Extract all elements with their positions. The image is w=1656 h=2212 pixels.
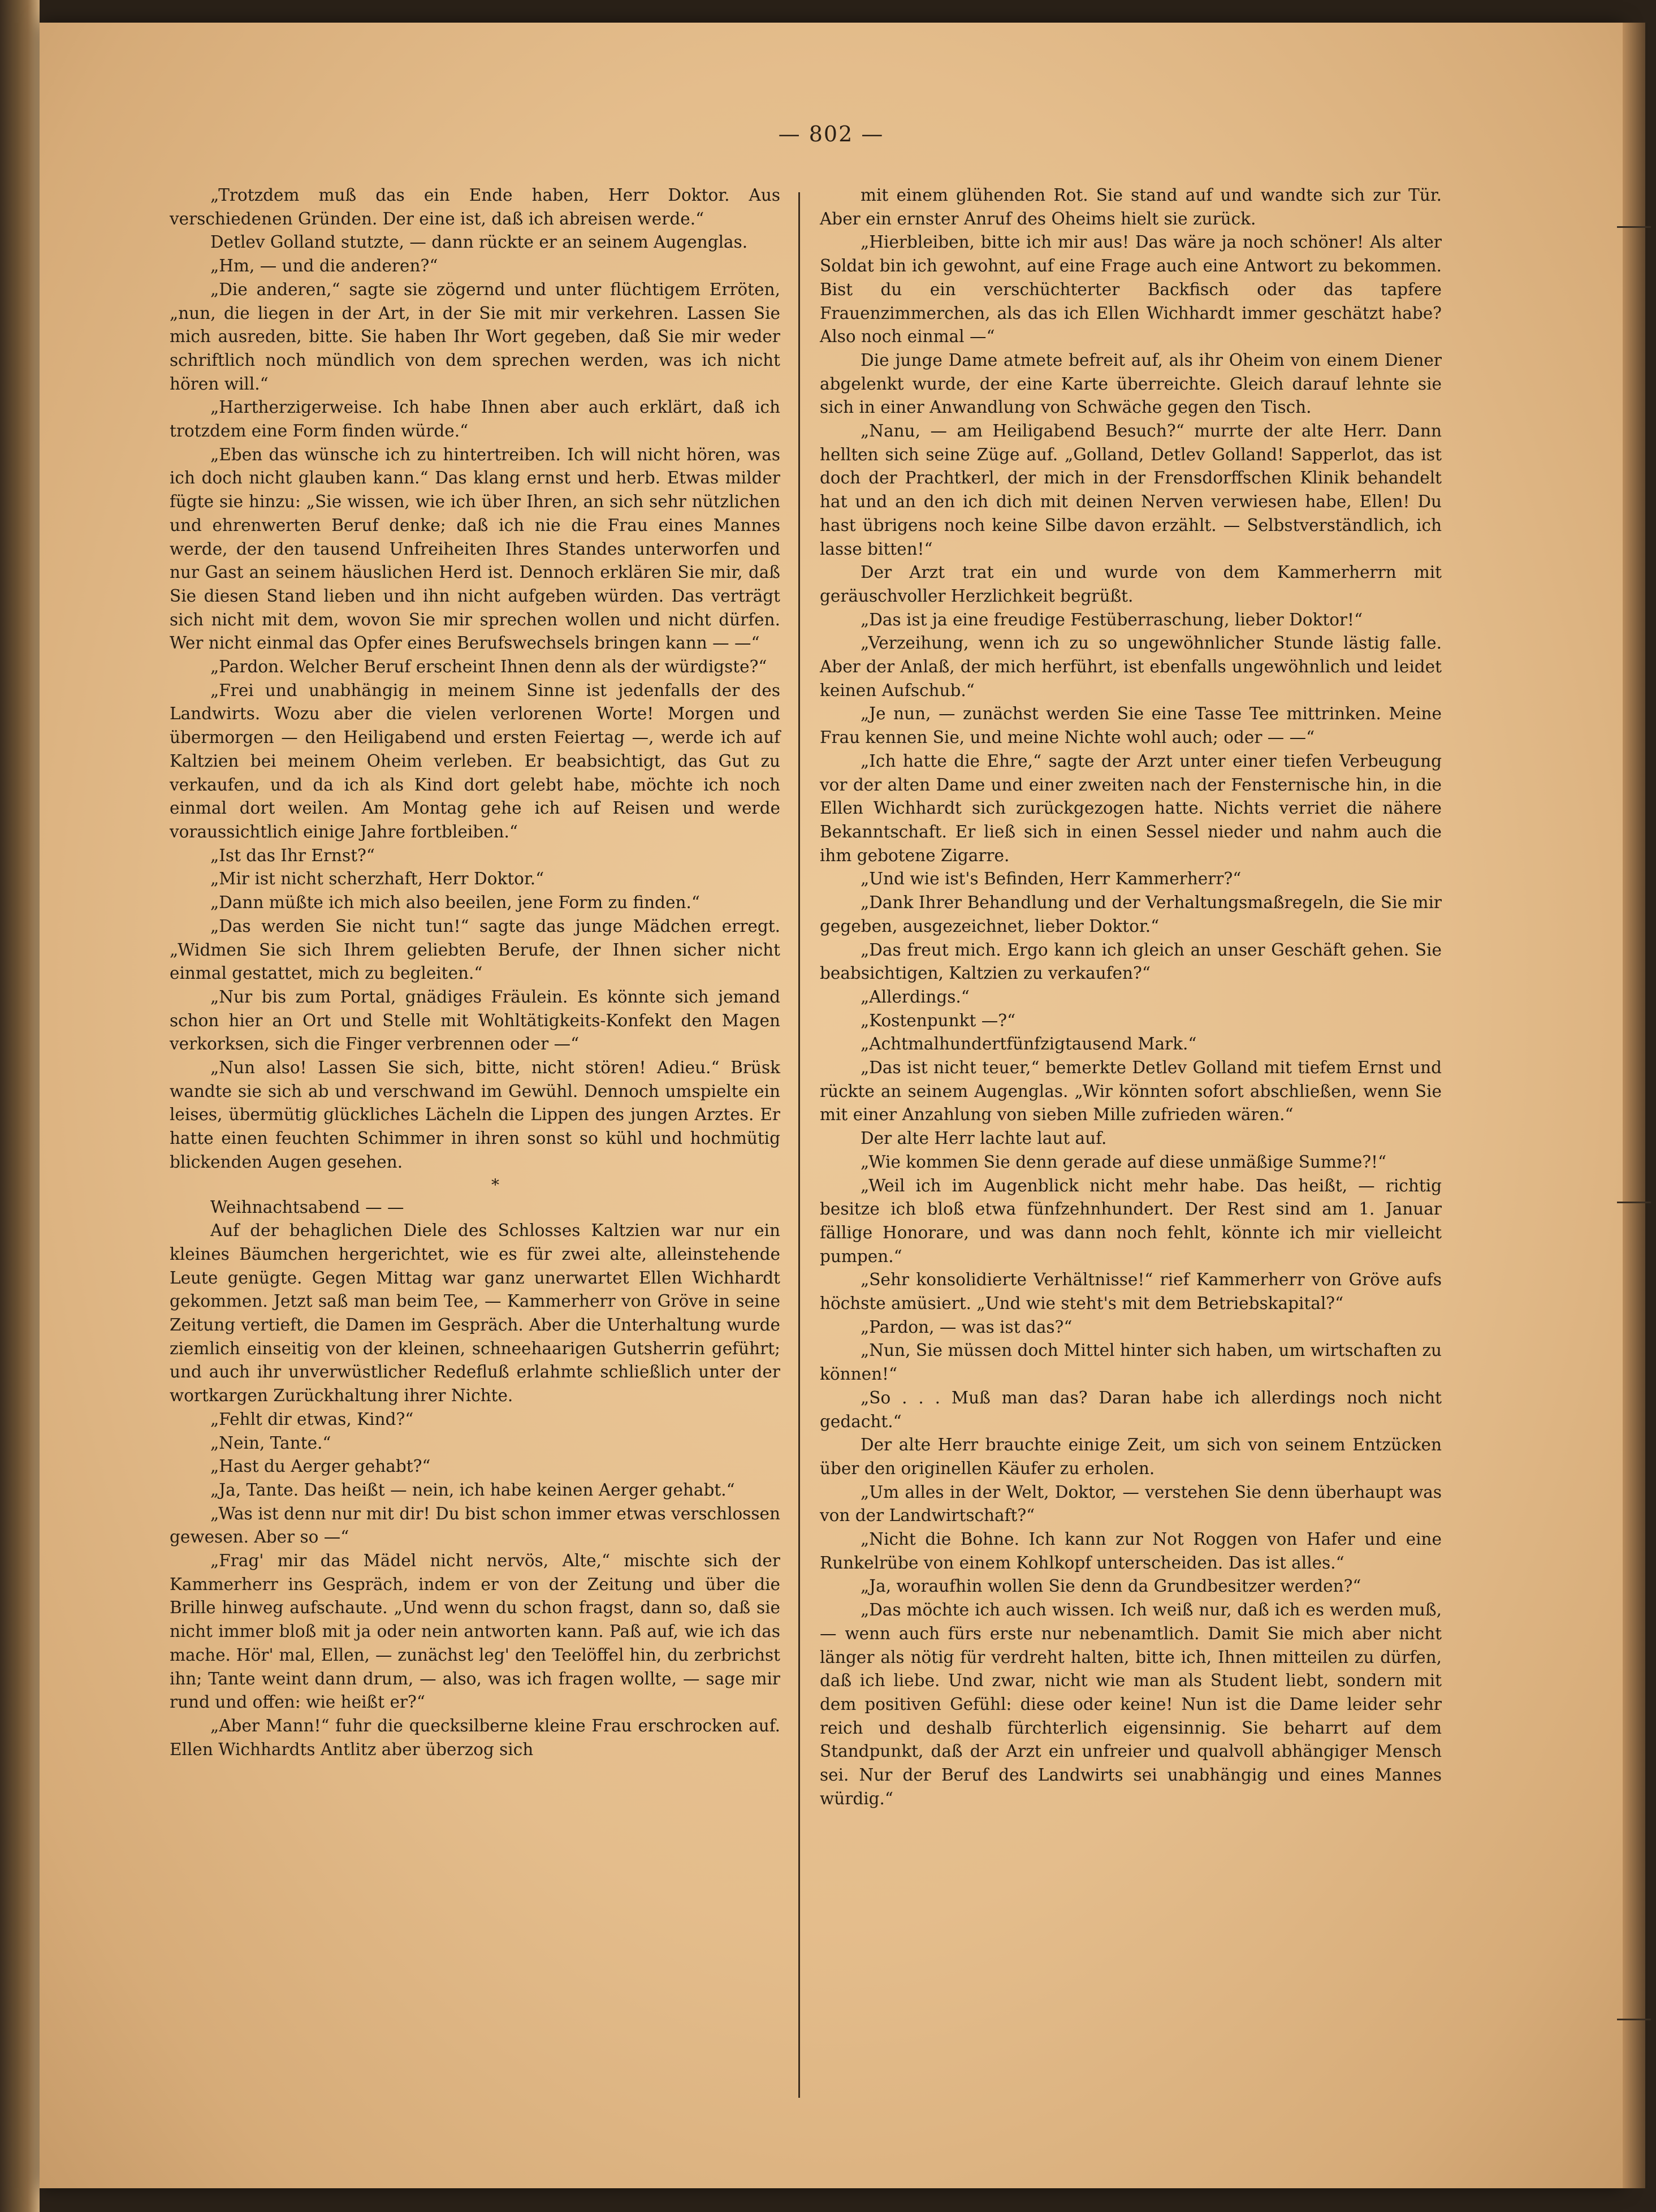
paragraph: „Nun also! Lassen Sie sich, bitte, nicht stören! Adieu.“ Brüsk wandte sie sich ab und verschwand im Gewühl. Dennoch umspielte ein leises, übermütig glückliches Lächeln die Lippen des jungen Arztes. Er hatte einen feuchten Schimmer in ihren sonst so kühl und hochmütig blickenden Augen gesehen. (170, 1058, 780, 1172)
paragraph: „Nein, Tante.“ (210, 1433, 331, 1453)
paragraph: „Pardon, — was ist das?“ (861, 1317, 1073, 1337)
paragraph: „Nicht die Bohne. Ich kann zur Not Roggen von Hafer und eine Runkelrübe von einem Kohlkopf unterscheiden. Das ist alles.“ (820, 1530, 1442, 1572)
margin-mark (1617, 2019, 1651, 2020)
column-divider (798, 192, 800, 2098)
paragraph: „Trotzdem muß das ein Ende haben, Herr Doktor. Aus verschiedenen Gründen. Der eine ist, daß ich abreisen werde.“ (170, 185, 780, 228)
paragraph: „Wie kommen Sie denn gerade auf diese unmäßige Summe?!“ (861, 1152, 1387, 1172)
paragraph: „Dann müßte ich mich also beeilen, jene Form zu finden.“ (210, 893, 700, 913)
paragraph: „So . . . Muß man das? Daran habe ich allerdings noch nicht gedacht.“ (820, 1388, 1442, 1431)
paragraph: „Verzeihung, wenn ich zu so ungewöhnlicher Stunde lästig falle. Aber der Anlaß, der mich herführt, ist ebenfalls ungewöhnlich und leidet keinen Aufschub.“ (820, 633, 1442, 700)
paragraph: „Kostenpunkt —?“ (861, 1010, 1016, 1030)
paragraph: „Je nun, — zunächst werden Sie eine Tasse Tee mittrinken. Meine Frau kennen Sie, und meine Nichte wohl auch; oder — —“ (820, 704, 1442, 748)
paragraph: „Das freut mich. Ergo kann ich gleich an unser Geschäft gehen. Sie beabsichtigen, Kaltzien zu verkaufen?“ (820, 940, 1442, 983)
paragraph: „Hierbleiben, bitte ich mir aus! Das wäre ja noch schöner! Als alter Soldat bin ich gewohnt, auf eine Frage auch eine Antwort zu bekommen. Bist du ein verschüchterter Backfisch oder das tapfere Frauenzimmerchen, als das ich Ellen Wichhardt immer geschätzt habe? Also noch einmal —“ (820, 232, 1442, 347)
paragraph: „Die anderen,“ sagte sie zögernd und unter flüchtigem Erröten, „nun, die liegen in der Art, in der Sie mit mir verkehren. Lassen Sie mich ausreden, bitte. Sie haben Ihr Wort gegeben, daß Sie mir weder schriftlich noch mündlich von dem sprechen werden, was ich nicht hören will.“ (170, 279, 780, 394)
paragraph: Auf der behaglichen Diele des Schlosses Kaltzien war nur ein kleines Bäumchen hergerichtet, wie es für zwei alte, alleinstehende Leute genügte. Gegen Mittag war ganz unerwartet Ellen Wichhardt gekommen. Jetzt saß man beim Tee, — Kammerherr von Gröve in seine Zeitung vertieft, die Damen im Gespräch. Aber die Unterhaltung wurde ziemlich einseitig von der kleinen, schneehaarigen Gutsherrin geführt; und auch ihr unverwüstlicher Redefluß erlahmte schließlich unter der wortkargen Zurückhaltung ihrer Nichte. (170, 1221, 780, 1406)
paragraph: Der alte Herr brauchte einige Zeit, um sich von seinem Entzücken über den originellen Käufer zu erholen. (820, 1435, 1442, 1478)
paragraph: „Das möchte ich auch wissen. Ich weiß nur, daß ich es werden muß, — wenn auch fürs erste nur nebenamtlich. Damit Sie mich aber nicht länger als nötig für verdreht halten, bitte ich, Ihnen mitteilen zu dürfen, daß ich liebe. Und zwar, nicht wie man als Student liebt, sondern mit dem positiven Gefühl: diese oder keine! Nun ist die Dame leider sehr reich und deshalb fürchterlich eigensinnig. Sie beharrt auf dem Standpunkt, daß der Arzt ein unfreier und qualvoll abhängiger Mensch sei. Nur der Beruf des Landwirts sei unabhängig und eines Mannes würdig.“ (820, 1600, 1442, 1808)
paragraph: „Das ist nicht teuer,“ bemerkte Detlev Golland mit tiefem Ernst und rückte an seinem Augenglas. „Wir könnten sofort abschließen, wenn Sie mit einer Anzahlung von sieben Mille zufrieden wären.“ (820, 1058, 1442, 1125)
page-edge (1623, 23, 1645, 2188)
paragraph: „Hast du Aerger gehabt?“ (210, 1457, 431, 1476)
paragraph: „Das ist ja eine freudige Festüberraschung, lieber Doktor!“ (861, 610, 1363, 629)
paragraph: mit einem glühenden Rot. Sie stand auf und wandte sich zur Tür. Aber ein ernster Anruf des Oheims hielt sie zurück. (820, 185, 1442, 228)
paragraph: „Pardon. Welcher Beruf erscheint Ihnen denn als der würdigste?“ (210, 657, 767, 677)
paragraph: Der Arzt trat ein und wurde von dem Kammerherrn mit geräuschvoller Herzlichkeit begrüßt. (820, 563, 1442, 606)
paragraph: „Und wie ist's Befinden, Herr Kammerherr?“ (861, 869, 1242, 889)
paragraph: „Fehlt dir etwas, Kind?“ (210, 1409, 414, 1429)
paragraph: „Nur bis zum Portal, gnädiges Fräulein. Es könnte sich jemand schon hier an Ort und Stelle mit Wohltätigkeits-Konfekt den Magen verkorksen, sich die Finger verbrennen oder —“ (170, 987, 780, 1054)
margin-mark (1617, 226, 1651, 228)
book-page (40, 23, 1623, 2188)
paragraph: „Ist das Ihr Ernst?“ (210, 845, 375, 865)
paragraph: „Was ist denn nur mit dir! Du bist schon immer etwas verschlossen gewesen. Aber so —“ (170, 1504, 780, 1547)
right-column (820, 184, 1442, 1811)
paragraph: Der alte Herr lachte laut auf. (861, 1129, 1107, 1148)
left-column (170, 184, 780, 1761)
paragraph: „Das werden Sie nicht tun!“ sagte das junge Mädchen erregt. „Widmen Sie sich Ihrem geliebten Berufe, der Ihnen sicher nicht einmal gestattet, mich zu begleiten.“ (170, 916, 780, 983)
paragraph: „Allerdings.“ (861, 987, 970, 1006)
paragraph: „Aber Mann!“ fuhr die quecksilberne kleine Frau erschrocken auf. Ellen Wichhardts Antlitz aber überzog sich (170, 1716, 780, 1759)
paragraph: „Achtmalhundertfünfzigtausend Mark.“ (861, 1034, 1197, 1054)
paragraph: Weihnachtsabend — — (210, 1197, 404, 1217)
paragraph: Die junge Dame atmete befreit auf, als ihr Oheim von einem Diener abgelenkt wurde, der eine Karte überreichte. Gleich darauf lehnte sie sich in einer Anwandlung von Schwäche gegen den Tisch. (820, 350, 1442, 417)
paragraph: Detlev Golland stutzte, — dann rückte er an seinem Augenglas. (210, 232, 748, 252)
page-number: — 802 — (778, 122, 884, 146)
paragraph: „Ja, woraufhin wollen Sie denn da Grundbesitzer werden?“ (861, 1576, 1361, 1596)
section-marker: * (491, 1175, 499, 1194)
margin-mark (1617, 1202, 1651, 1203)
paragraph: „Um alles in der Welt, Doktor, — verstehen Sie denn überhaupt was von der Landwirtschaft?“ (820, 1482, 1442, 1526)
paragraph: „Eben das wünsche ich zu hintertreiben. Ich will nicht hören, was ich doch nicht glauben kann.“ Das klang ernst und herb. Etwas milder fügte sie hinzu: „Sie wissen, wie ich über Ihren, an sich sehr nützlichen und ehrenwerten Beruf denke; daß ich nie die Frau eines Mannes werde, der den tausend Unfreiheiten Ihres Standes unterworfen und nur Gast an seinem häuslichen Herd ist. Dennoch erklären Sie mir, daß Sie diesen Stand lieben und ihn nicht aufgeben würden. Das verträgt sich nicht mit dem, wovon Sie mir sprechen wollen und nicht dürfen. Wer nicht einmal das Opfer eines Berufswechsels bringen kann — —“ (170, 444, 780, 653)
paragraph: „Ich hatte die Ehre,“ sagte der Arzt unter einer tiefen Verbeugung vor der alten Dame und einer zweiten nach der Fensternische hin, in die Ellen Wichhardt sich zurückgezogen hatte. Nichts verriet die nähere Bekanntschaft. Er ließ sich in einen Sessel nieder und nahm auch die ihm gebotene Zigarre. (820, 751, 1442, 865)
paragraph: „Frei und unabhängig in meinem Sinne ist jedenfalls der des Landwirts. Wozu aber die vielen verlorenen Worte! Morgen und übermorgen — den Heiligabend und ersten Feiertag —, werde ich auf Kaltzien bei meinem Oheim verleben. Er beabsichtigt, das Gut zu verkaufen, und da ich als Kind dort gelebt habe, möchte ich noch einmal dort weilen. Am Montag gehe ich auf Reisen und werde voraussichtlich einige Jahre fortbleiben.“ (170, 680, 780, 841)
paragraph: „Hartherzigerweise. Ich habe Ihnen aber auch erklärt, daß ich trotzdem eine Form finden würde.“ (170, 398, 780, 441)
paragraph: „Nun, Sie müssen doch Mittel hinter sich haben, um wirtschaften zu können!“ (820, 1341, 1442, 1384)
paragraph: „Nanu, — am Heiligabend Besuch?“ murrte der alte Herr. Dann hellten sich seine Züge auf. „Golland, Detlev Golland! Sapperlot, das ist doch der Prachtkerl, der mich in der Frensdorffschen Klinik behandelt hat und an den ich dich mit deinen Nerven verwiesen habe, Ellen! Du hast übrigens noch keine Silbe davon erzählt. — Selbstverständlich, ich lasse bitten!“ (820, 421, 1442, 559)
paragraph: „Sehr konsolidierte Verhältnisse!“ rief Kammerherr von Gröve aufs höchste amüsiert. „Und wie steht's mit dem Betriebskapital?“ (820, 1270, 1442, 1314)
paragraph: „Ja, Tante. Das heißt — nein, ich habe keinen Aerger gehabt.“ (210, 1480, 735, 1500)
paragraph: „Hm, — und die anderen?“ (210, 256, 438, 276)
book-binding (0, 0, 40, 2212)
paragraph: „Weil ich im Augenblick nicht mehr habe. Das heißt, — richtig besitze ich bloß etwa fünfzehnhundert. Der Rest sind am 1. Januar fällige Honorare, und was dann noch fehlt, könnte ich mir vielleicht pumpen.“ (820, 1176, 1442, 1266)
paragraph: „Dank Ihrer Behandlung und der Verhaltungsmaßregeln, die Sie mir gegeben, ausgezeichnet, lieber Doktor.“ (820, 893, 1442, 936)
paragraph: „Mir ist nicht scherzhaft, Herr Doktor.“ (210, 869, 544, 889)
paragraph: „Frag' mir das Mädel nicht nervös, Alte,“ mischte sich der Kammerherr ins Gespräch, indem er von der Zeitung und über die Brille hinweg aufschaute. „Und wenn du schon fragst, dann so, daß sie nicht immer bloß mit ja oder nein antworten kann. Paß auf, wie ich das mache. Hör' mal, Ellen, — zunächst leg' den Teelöffel hin, du zerbrichst ihn; Tante weint dann drum, — also, was ich fragen wollte, — sage mir rund und offen: wie heißt er?“ (170, 1551, 780, 1712)
